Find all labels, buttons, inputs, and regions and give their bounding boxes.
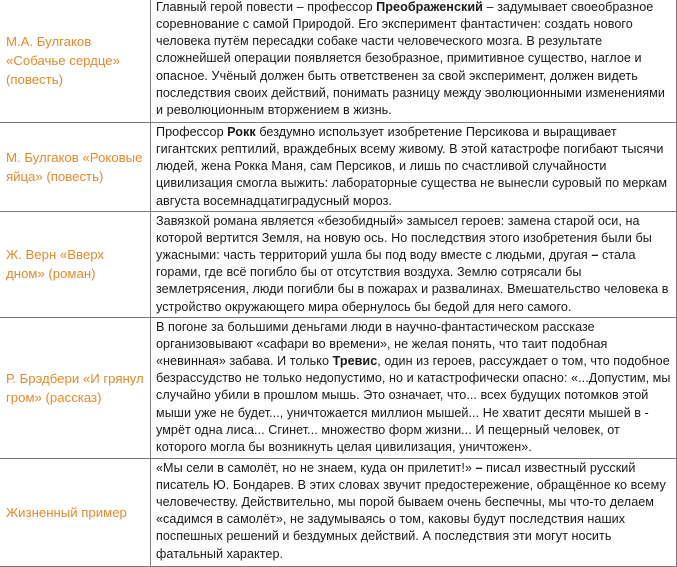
description-cell bbox=[151, 211, 677, 317]
text-run: , один из героев, рассуждает о том, что подобное безрассудство не только недопустимо, но и катастрофически опасно: «...Допустим, мы случайно убили в прошлом мышь. Это означает, что... всех будущих потомков этой мыши уже не будет..., уничтожается миллион мышей... Не хватит десяти мышей в - умрёт одна лиса... Сгинет... множество форм жизни... И пещерный человек, от которого могла бы возникнуть целая цивилизация, уничтожен». bbox=[156, 354, 671, 454]
table-row bbox=[0, 0, 677, 123]
text-run: Профессор bbox=[156, 125, 228, 139]
text-run: Завязкой романа является «безобидный» замысел героев: замена старой оси, на которой вертится Земля, на новую ось. Но последствия этого изобретения были бы ужасными: часть территорий ушла бы под воду вместе с людьми, другая bbox=[156, 213, 652, 263]
description-cell bbox=[151, 458, 677, 566]
text-run: писал известный русский писатель Ю. Бондарев. В этих словах звучит предостережение, обращённое ко всему человечеству. Действительно, мы порой бываем очень беспечны, мы что-то делаем «садимся в самолёт», не задумываясь о том, каковы будут последствия наших поспешных решений и бездумных действий. А последствия эти могут носить фатальный характер. bbox=[156, 460, 666, 561]
description-cell bbox=[151, 123, 677, 212]
description-text bbox=[156, 319, 672, 456]
description-text bbox=[156, 460, 672, 563]
bold-text: – bbox=[475, 460, 483, 475]
table-row bbox=[0, 458, 677, 566]
table-row bbox=[0, 317, 677, 458]
description-text bbox=[156, 124, 672, 210]
text-run: «Мы сели в самолёт, но не знаем, куда он прилетит!» bbox=[156, 460, 476, 475]
bold-text: Тревис bbox=[332, 354, 378, 369]
bold-text: Преображенский bbox=[376, 0, 483, 14]
description-cell bbox=[151, 317, 677, 458]
work-title: М. Булгаков «Роковые яйца» (повесть) bbox=[6, 149, 143, 184]
text-run: – задумывает своеобразное соревнование с самой Природой. Его эксперимент фантастичен: создать нового человека путём пересадки собаке части человеческого мозга. В результате сложнейшей операции появляется безобразное, примитивное существо, наглое и опасное. Учёный должен быть ответственен за свой эксперимент, должен видеть последствия своих действий, понимать разницу между эволюционными изменениями и революционным вторжением в жизнь. bbox=[156, 0, 665, 117]
work-cell bbox=[0, 458, 151, 566]
work-title: Р. Брэдбери «И грянул гром» (рассказ) bbox=[6, 370, 144, 405]
text-run: Главный герой повести – профессор bbox=[156, 0, 377, 14]
work-cell bbox=[0, 317, 151, 458]
text-run: стала горами, где всё погибло бы от отсутствия воздуха. Землю сотрясали бы землетрясения, люди погибли бы в пожарах и развалинах. Вмешательство человека в устройство окружающего мира обернулось бы бедой для него самого. bbox=[156, 248, 669, 314]
bold-text: Рокк bbox=[227, 125, 256, 139]
work-title: Жизненный пример bbox=[6, 504, 127, 520]
work-title: М.А. Булгаков «Собачье сердце» (повесть) bbox=[6, 33, 120, 87]
description-cell bbox=[151, 0, 677, 123]
work-cell bbox=[0, 211, 151, 317]
table-row bbox=[0, 123, 677, 212]
description-text bbox=[156, 0, 672, 119]
work-cell bbox=[0, 123, 151, 212]
table-row bbox=[0, 211, 677, 317]
work-title: Ж. Верн «Вверх дном» (роман) bbox=[6, 247, 105, 282]
bold-text: – bbox=[591, 248, 599, 263]
text-run: В погоне за большими деньгами люди в научно-фантастическом рассказе организовывают «сафари во времени», не желая понять, что таит подобная «невинная» забава. И только bbox=[156, 319, 608, 369]
text-run: бездумно использует изобретение Персикова и выращивает гигантских рептилий, враждебных всему живому. В этой катастрофе погибают тысячи людей, жена Рокка Маня, сам Персиков, и лишь по счастливой случайности цивилизация смогла выжить: лабораторные существа не вынесли суровый по меркам августа восемнадцатиградусный мороз. bbox=[156, 125, 668, 208]
work-cell bbox=[0, 0, 151, 123]
description-text bbox=[156, 213, 672, 316]
